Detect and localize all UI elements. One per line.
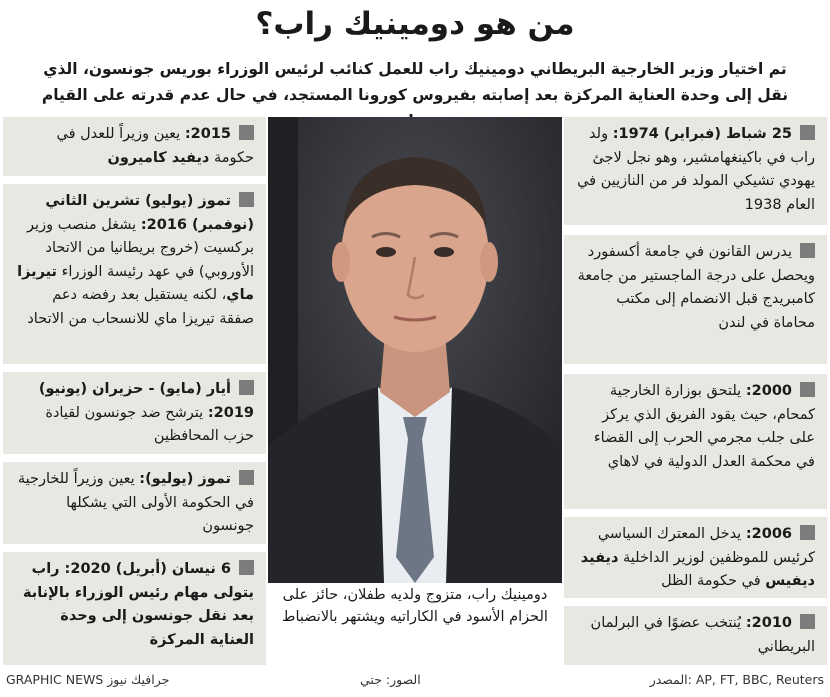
graphic-news-credit: GRAPHIC NEWS جرافيك نيوز [6,672,170,687]
photo-caption: دومينيك راب، متزوج ولديه طفلان، حائز على الحزام الأسود في الكاراتيه ويشتهر بالانضباط [282,587,548,625]
entry-text: يلتحق بوزارة الخارجية كمحام، حيث يقود الفريق الذي يركز على جلب مجرمي الحرب إلى القضاء في محكمة العدل الدولية في لاهاي [593,383,815,470]
bullet-square-icon [800,525,815,540]
source-credit: المصدر: AP, FT, BBC, Reuters [649,672,824,687]
timeline-entry [564,374,827,509]
entry-date: 2000: [745,383,792,399]
entry-text: ولد راب في باكينغهامشير، وهو نجل لاجئ يهودي تشيكي المولد فر من النازيين في العام 1938 [577,126,815,213]
entry-text: يُنتخب عضوًا في البرلمان البريطاني [590,615,815,655]
bullet-square-icon [800,243,815,258]
entry-text: يعين وزيراً للخارجية في الحكومة الأولى التي يشكلها جونسون [17,471,254,534]
entry-text-2: ، لكنه يستقيل بعد رفضه دعم صفقة تيريزا ماي للانسحاب من الاتحاد [27,287,254,327]
timeline-entry [3,184,266,364]
entry-name: تيريزا ماي [17,263,254,303]
entry-text: يعين وزيراً للعدل في حكومة [56,126,254,166]
timeline-entry [564,117,827,225]
portrait-illustration [268,117,562,583]
page-title: من هو دومينيك راب؟ [255,6,575,42]
entry-date: تموز (يوليو) تشرين الثاني (نوفمبر) 2016: [45,193,254,233]
bullet-square-icon [239,380,254,395]
bullet-square-icon [800,125,815,140]
entry-date: 2010: [745,615,792,631]
photo-credit: الصور: جتي [360,672,421,687]
entry-date: 2006: [745,526,792,542]
entry-text: يترشح ضد جونسون لقيادة حزب المحافظين [45,404,254,444]
timeline-entry [3,117,266,176]
page-subtitle: تم اختيار وزير الخارجية البريطاني دومينيك راب للعمل كنائب لرئيس الوزراء بوريس جونسون، الذي نقل إلى وحدة العناية المركزة بعد إصابته بفيروس كورونا المستجد، في حال عدم قدرته على القيام [41,60,789,104]
entry-date: أيار (مايو) - حزيران (يونيو) 2019: [38,381,254,421]
bullet-square-icon [239,192,254,207]
bullet-square-icon [239,470,254,485]
timeline-entry [3,372,266,454]
bullet-square-icon [239,125,254,140]
entry-date: 25 شباط (فبراير) 1974: [612,126,792,142]
bullet-square-icon [800,614,815,629]
timeline-entry [564,606,827,665]
portrait-photo [268,117,562,583]
bullet-square-icon [800,382,815,397]
entry-text: يدخل المعترك السياسي كرئيس للموظفين لوزير الداخلية [597,526,815,566]
entry-date: تموز (يوليو): [139,471,231,487]
entry-text: يشغل منصب وزير بركسيت (خروج بريطانيا من الاتحاد الأوروبي) في عهد رئيسة الوزراء [27,216,254,280]
bullet-square-icon [239,560,254,575]
timeline-entry [3,462,266,544]
timeline-entry [564,517,827,598]
entry-name: ديفيد كاميرون [107,149,210,166]
timeline-entry [564,235,827,364]
timeline-entry [3,552,266,665]
entry-date: 6 نيسان (أبريل) 2020: راب يتولى مهام رئيس الوزراء بالإنابة بعد نقل جونسون إلى وحدة العناية المركزة [23,561,254,648]
entry-name: ديفيد ديفيس [580,549,815,589]
entry-text: يدرس القانون في جامعة أكسفورد ويحصل على درجة الماجستير من جامعة كامبريدج قبل الانضمام إلى مكتب محاماة في لندن [577,244,815,331]
entry-date: 2015: [184,126,231,142]
entry-text-2: في حكومة الظل [661,573,766,589]
